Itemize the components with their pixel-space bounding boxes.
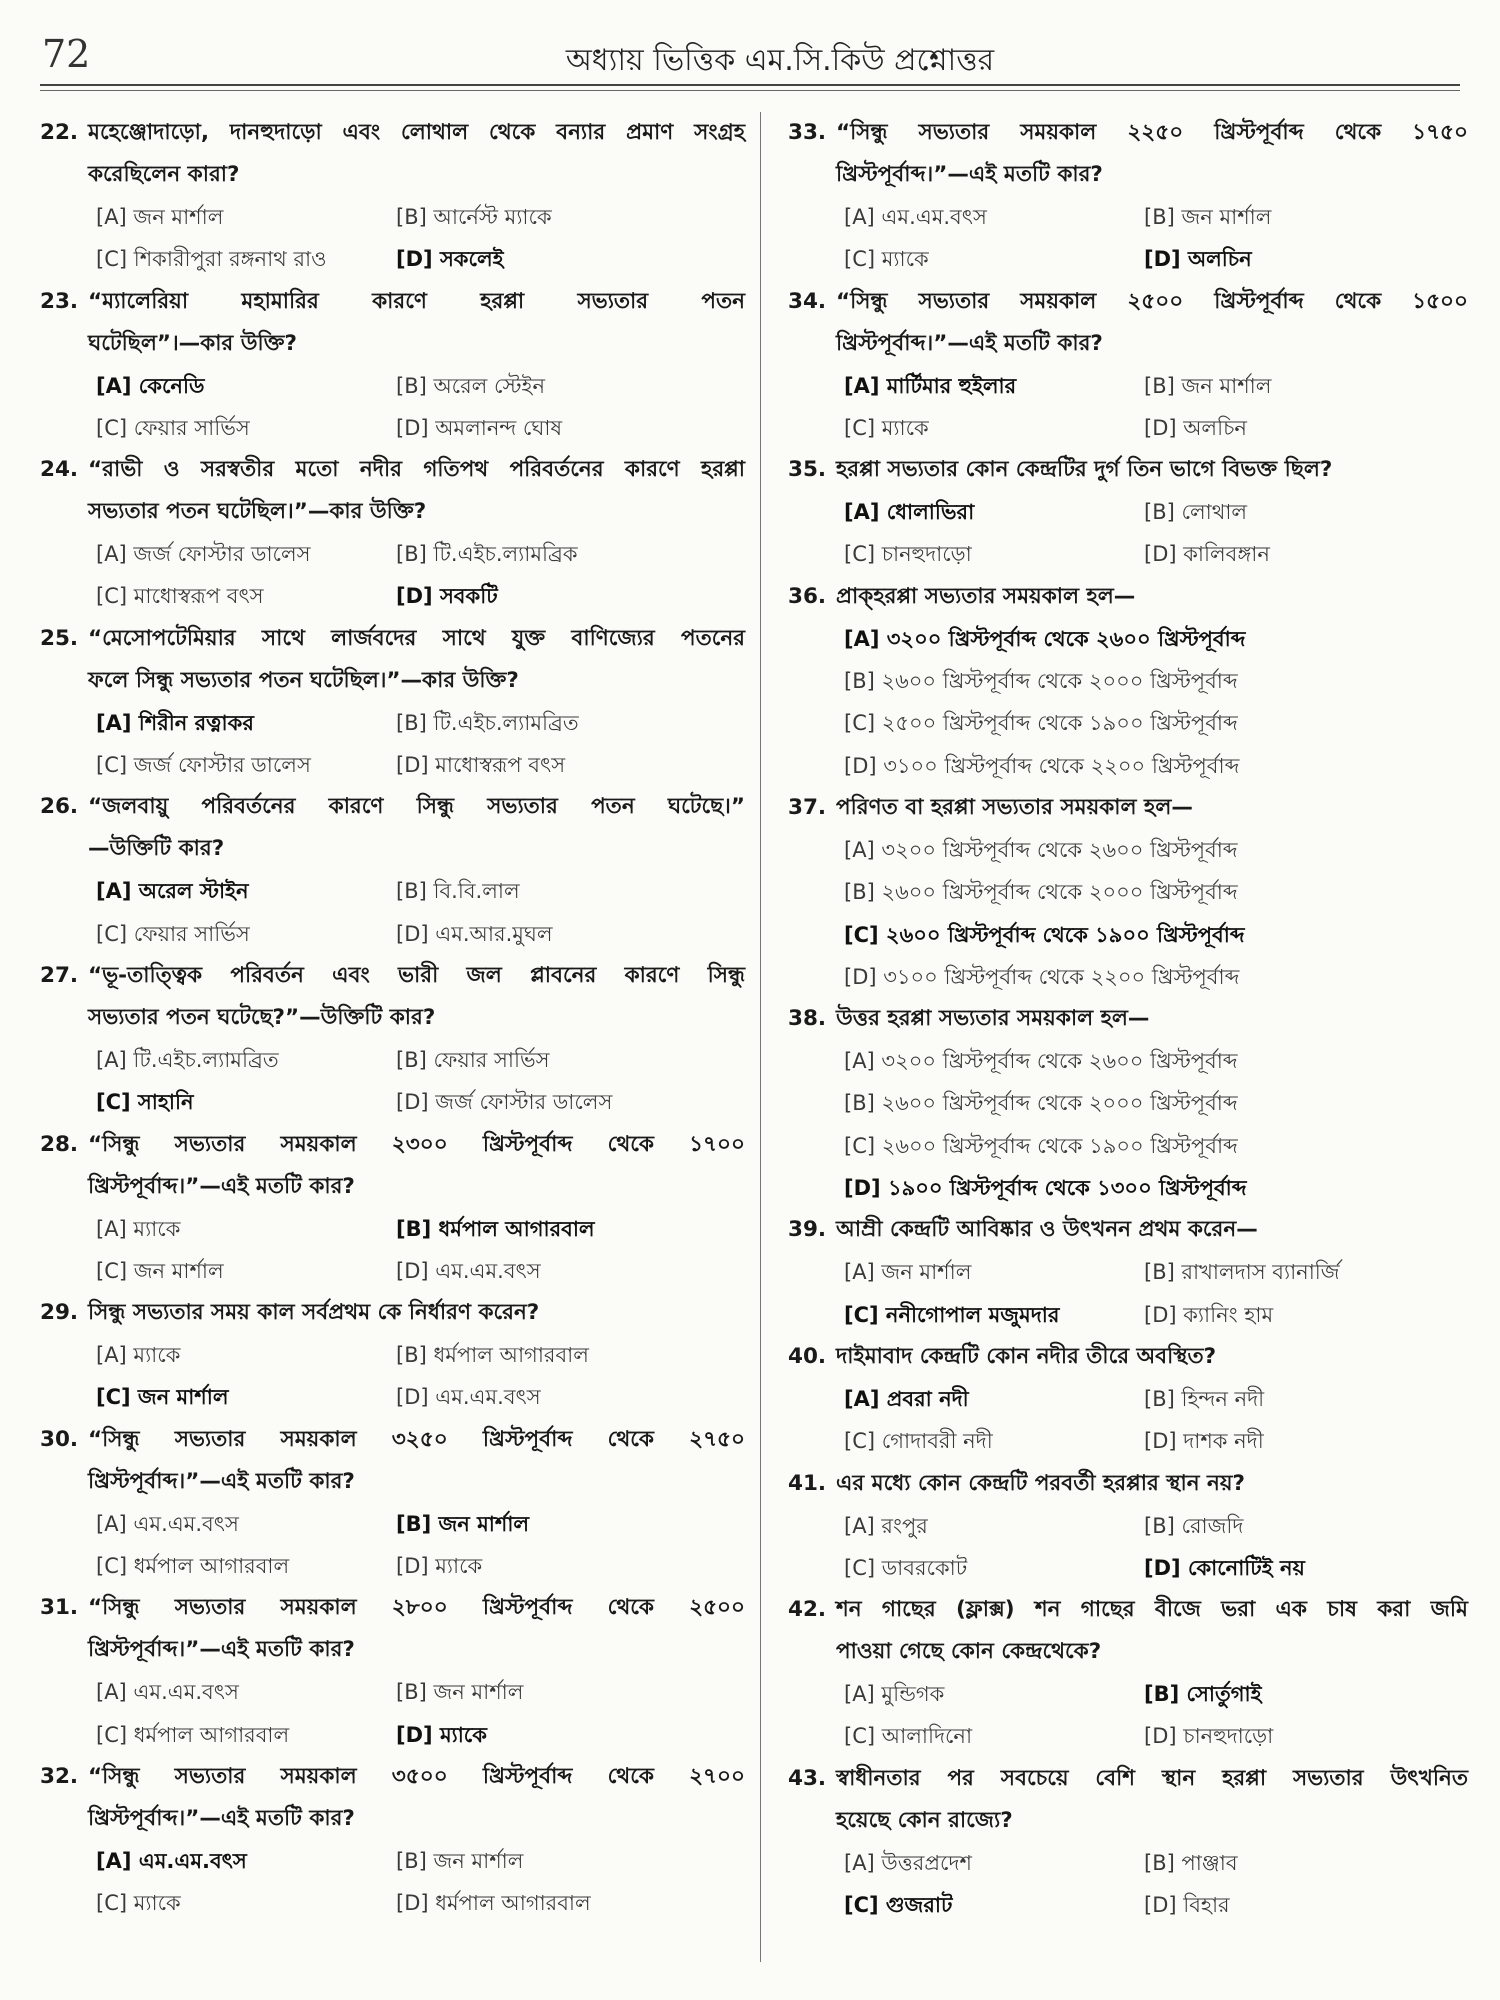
option: [A] জন মার্শাল — [844, 1260, 972, 1285]
option: [B] ২৬০০ খ্রিস্টপূর্বাব্দ থেকে ২০০০ খ্রিস্টপূর্বাব্দ — [844, 669, 1238, 694]
question-text: সিন্ধু সভ্যতার সময় কাল সর্বপ্রথম কে নির্ধারণ করেন? — [88, 1300, 540, 1326]
question-number — [40, 997, 88, 1039]
question-number: 38. — [788, 1006, 827, 1032]
option: [D] এম.এম.বৎস — [396, 1258, 541, 1283]
question-number: 33. — [788, 120, 827, 145]
question-24 — [40, 449, 745, 618]
question-line — [788, 576, 1468, 618]
answer-option: [D] ১৯০০ খ্রিস্টপূর্বাব্দ থেকে ১৩০০ খ্রিস্টপূর্বাব্দ — [844, 1176, 1247, 1201]
question-text: আম্রী কেন্দ্রটি আবিষ্কার ও উৎখনন প্রথম করেন— — [836, 1217, 1258, 1243]
question-text: হরপ্পা সভ্যতার কোন কেন্দ্রটির দুর্গ তিন ভাগে বিভক্ত ছিল? — [836, 457, 1333, 483]
question-number: 24. — [40, 457, 79, 483]
question-number: 23. — [40, 288, 79, 314]
question-29 — [40, 1292, 745, 1419]
options-grid — [788, 1251, 1468, 1336]
option: [B] বি.বি.লাল — [396, 879, 520, 904]
question-text: দাইমাবাদ কেন্দ্রটি কোন নদীর তীরে অবস্থিত? — [836, 1343, 1217, 1369]
option: [C] চানহুদাড়ো — [844, 542, 972, 567]
question-text: সভ্যতার পতন ঘটেছিল।”—কার উক্তি? — [88, 499, 427, 525]
option: [D] অমলানন্দ ঘোষ — [396, 415, 563, 440]
option: [B] অরেল স্টেইন — [396, 373, 546, 398]
option: [D] দাশক নদী — [1144, 1429, 1264, 1454]
question-39 — [788, 1209, 1468, 1336]
answer-option: [A] ৩২০০ খ্রিস্টপূর্বাব্দ থেকে ২৬০০ খ্রিস্টপূর্বাব্দ — [844, 626, 1246, 651]
option: [A] রংপুর — [844, 1513, 928, 1538]
answer-option: [D] অলচিন — [1144, 247, 1252, 272]
question-number — [40, 323, 88, 365]
question-text: ফলে সিন্ধু সভ্যতার পতন ঘটেছিল।”—কার উক্তি? — [88, 667, 519, 693]
question-text: “সিন্ধু সভ্যতার সময়কাল ২৩০০ খ্রিস্টপূর্বাব্দ থেকে ১৭০০ — [88, 1131, 745, 1157]
column-divider — [760, 112, 761, 1962]
question-26 — [40, 786, 745, 955]
option: [C] গোদাবরী নদী — [844, 1429, 993, 1454]
question-number: 40. — [788, 1343, 827, 1369]
option: [D] এম.আর.মুঘল — [396, 921, 553, 946]
question-line — [40, 1419, 745, 1461]
option: [B] ২৬০০ খ্রিস্টপূর্বাব্দ থেকে ২০০০ খ্রিস্টপূর্বাব্দ — [844, 1091, 1238, 1116]
question-line — [788, 787, 1468, 829]
option: [B] রাখালদাস ব্যানার্জি — [1144, 1260, 1340, 1285]
question-text: খ্রিস্টপূর্বাব্দ।”—এই মতটি কার? — [836, 162, 1103, 187]
option: [B] জন মার্শাল — [1144, 373, 1272, 398]
question-line — [40, 491, 745, 533]
question-line — [40, 828, 745, 870]
option: [B] লোথাল — [1144, 500, 1248, 525]
question-text: “মেসোপটেমিয়ার সাথে লার্জবদের সাথে যুক্ত বাণিজ্যের পতনের — [88, 625, 745, 651]
question-text: “সিন্ধু সভ্যতার সময়কাল ২৫০০ খ্রিস্টপূর্বাব্দ থেকে ১৫০০ — [836, 288, 1468, 314]
question-line — [40, 1629, 745, 1671]
question-line — [788, 154, 1468, 196]
options-grid — [788, 196, 1468, 281]
option: [A] এম.এম.বৎস — [96, 1511, 239, 1536]
question-number — [788, 154, 836, 196]
question-line — [788, 112, 1468, 154]
question-number — [788, 323, 836, 365]
answer-option: [C] ২৬০০ খ্রিস্টপূর্বাব্দ থেকে ১৯০০ খ্রিস্টপূর্বাব্দ — [844, 922, 1245, 947]
question-text: ঘটেছিল”।—কার উক্তি? — [88, 330, 297, 356]
answer-option: [B] সোর্তুগাই — [1144, 1682, 1262, 1707]
question-line — [40, 1124, 745, 1166]
options-grid — [40, 1334, 745, 1419]
options-grid — [788, 1040, 1468, 1209]
option: [C] ডাবরকোট — [844, 1555, 968, 1580]
question-text: প্রাক্‌হরপ্পা সভ্যতার সময়কাল হল— — [836, 583, 1136, 609]
option: [D] এম.এম.বৎস — [396, 1385, 541, 1410]
question-text: উত্তর হরপ্পা সভ্যতার সময়কাল হল— — [836, 1006, 1150, 1032]
answer-option: [A] অরেল স্টাইন — [96, 879, 249, 904]
page-header — [40, 26, 1460, 82]
question-line — [788, 998, 1468, 1040]
options-grid — [788, 1505, 1468, 1590]
question-line — [788, 1631, 1468, 1673]
options-grid — [40, 533, 745, 618]
options-grid — [40, 1503, 745, 1588]
question-line — [40, 997, 745, 1039]
option: [B] টি.এইচ.ল্যামব্রিত — [396, 710, 579, 735]
question-number: 41. — [788, 1470, 827, 1496]
option: [A] মুন্ডিগক — [844, 1682, 945, 1707]
question-32 — [40, 1756, 745, 1925]
options-grid — [40, 196, 745, 281]
question-33 — [788, 112, 1468, 281]
question-number: 31. — [40, 1595, 79, 1621]
answer-option: [D] সকলেই — [396, 247, 504, 272]
question-34 — [788, 281, 1468, 450]
option: [D] ধর্মপাল আগারবাল — [396, 1891, 591, 1916]
question-number: 39. — [788, 1217, 827, 1243]
question-line — [40, 1166, 745, 1208]
question-28 — [40, 1124, 745, 1293]
question-text: মহেঞ্জোদাড়ো, দানহুদাড়ো এবং লোথাল থেকে বন্যার প্রমাণ সংগ্রহ — [88, 120, 745, 145]
question-41 — [788, 1463, 1468, 1590]
option: [B] টি.এইচ.ল্যামব্রিক — [396, 542, 578, 567]
question-line — [40, 618, 745, 660]
option: [C] ম্যাকে — [844, 247, 929, 272]
question-text: “সিন্ধু সভ্যতার সময়কাল ২৮০০ খ্রিস্টপূর্বাব্দ থেকে ২৫০০ — [88, 1595, 745, 1621]
answer-option: [C] ননীগোপাল মজুমদার — [844, 1302, 1060, 1327]
header-rule — [40, 84, 1460, 86]
option: [D] ক্যানিং হাম — [1144, 1302, 1274, 1327]
question-text: হয়েছে কোন রাজ্যে? — [836, 1807, 1013, 1833]
question-text: শন গাছের (ফ্লাক্স) শন গাছের বীজে ভরা এক চাষ করা জমি — [836, 1597, 1468, 1623]
question-line — [40, 323, 745, 365]
options-grid — [788, 829, 1468, 998]
options-grid — [40, 365, 745, 450]
options-grid — [788, 491, 1468, 576]
question-line — [788, 449, 1468, 491]
question-22 — [40, 112, 745, 281]
answer-option: [C] সাহানি — [96, 1090, 194, 1115]
answer-option: [D] কোনোটিই নয় — [1144, 1555, 1305, 1580]
question-36 — [788, 576, 1468, 787]
question-27 — [40, 955, 745, 1124]
option: [B] আর্নেস্ট ম্যাকে — [396, 205, 552, 229]
options-grid — [40, 1208, 745, 1293]
option: [A] জর্জ ফোস্টার ডালেস — [96, 542, 311, 567]
option: [B] জন মার্শাল — [396, 1848, 524, 1873]
question-text: খ্রিস্টপূর্বাব্দ।”—এই মতটি কার? — [836, 330, 1103, 356]
question-number — [40, 491, 88, 533]
question-line — [40, 449, 745, 491]
answer-option: [C] জন মার্শাল — [96, 1385, 229, 1410]
option: [A] উত্তরপ্রদেশ — [844, 1850, 972, 1875]
option: [B] জন মার্শাল — [396, 1680, 524, 1705]
option: [A] ৩২০০ খ্রিস্টপূর্বাব্দ থেকে ২৬০০ খ্রিস্টপূর্বাব্দ — [844, 837, 1238, 862]
option: [C] মাধোস্বরূপ বৎস — [96, 584, 264, 609]
option: [D] অলচিন — [1144, 415, 1247, 440]
options-grid — [788, 1673, 1468, 1758]
options-grid — [788, 1378, 1468, 1463]
question-number: 27. — [40, 962, 79, 988]
question-number — [40, 1798, 88, 1840]
option: [C] ২৬০০ খ্রিস্টপূর্বাব্দ থেকে ১৯০০ খ্রিস্টপূর্বাব্দ — [844, 1133, 1238, 1158]
option: [B] ধর্মপাল আগারবাল — [396, 1343, 589, 1368]
question-line — [40, 1587, 745, 1629]
answer-option: [A] কেনেডি — [96, 373, 205, 398]
question-text: পাওয়া গেছে কোন কেন্দ্রথেকে? — [836, 1639, 1102, 1665]
question-line — [40, 281, 745, 323]
question-line — [40, 786, 745, 828]
question-number — [788, 1631, 836, 1673]
question-line — [40, 955, 745, 997]
question-number: 30. — [40, 1426, 79, 1452]
question-text: খ্রিস্টপূর্বাব্দ।”—এই মতটি কার? — [88, 1637, 355, 1663]
question-number — [40, 660, 88, 702]
question-text: —উক্তিটি কার? — [88, 836, 225, 862]
question-text: “সিন্ধু সভ্যতার সময়কাল ৩২৫০ খ্রিস্টপূর্বাব্দ থেকে ২৭৫০ — [88, 1426, 745, 1452]
question-text: খ্রিস্টপূর্বাব্দ।”—এই মতটি কার? — [88, 1173, 355, 1199]
question-37 — [788, 787, 1468, 998]
answer-option: [A] ধোলাভিরা — [844, 500, 975, 525]
answer-option: [A] প্রবরা নদী — [844, 1386, 969, 1411]
question-line — [788, 1758, 1468, 1800]
question-text: “জলবায়ু পরিবর্তনের কারণে সিন্ধু সভ্যতার পতন ঘটেছে।” — [88, 794, 745, 820]
question-line — [788, 1800, 1468, 1842]
question-text: সভ্যতার পতন ঘটেছে?”—উক্তিটি কার? — [88, 1004, 436, 1030]
options-grid — [788, 618, 1468, 787]
question-text: এর মধ্যে কোন কেন্দ্রটি পরবর্তী হরপ্পার স্থান নয়? — [836, 1470, 1246, 1496]
question-text: “রাভী ও সরস্বতীর মতো নদীর গতিপথ পরিবর্তনের কারণে হরপ্পা — [88, 457, 745, 483]
answer-option: [B] জন মার্শাল — [396, 1511, 530, 1536]
question-line — [788, 323, 1468, 365]
question-number: 43. — [788, 1765, 827, 1791]
question-line — [40, 660, 745, 702]
question-number — [40, 154, 88, 196]
answer-option: [A] এম.এম.বৎস — [96, 1848, 247, 1873]
answer-option: [B] ধর্মপাল আগারবাল — [396, 1216, 595, 1241]
question-line — [40, 154, 745, 196]
question-text: স্বাধীনতার পর সবচেয়ে বেশি স্থান হরপ্পা সভ্যতার উৎখনিত — [836, 1765, 1468, 1791]
question-line — [40, 1292, 745, 1334]
options-grid — [788, 1842, 1468, 1927]
options-grid — [40, 1039, 745, 1124]
answer-option: [D] সবকটি — [396, 584, 498, 609]
question-text: খ্রিস্টপূর্বাব্দ।”—এই মতটি কার? — [88, 1805, 355, 1831]
question-text: “ভূ-তাত্ত্বিক পরিবর্তন এবং ভারী জল প্লাবনের কারণে সিন্ধু — [88, 962, 745, 988]
question-number: 32. — [40, 1763, 79, 1789]
option: [A] জন মার্শাল — [96, 205, 224, 229]
question-25 — [40, 618, 745, 787]
question-text: পরিণত বা হরপ্পা সভ্যতার সময়কাল হল— — [836, 794, 1193, 820]
options-grid — [40, 870, 745, 955]
question-line — [788, 1336, 1468, 1378]
option: [B] জন মার্শাল — [1144, 205, 1272, 229]
option: [B] হিন্দন নদী — [1144, 1386, 1265, 1411]
option: [A] টি.এইচ.ল্যামব্রিত — [96, 1047, 279, 1072]
header-rule-thin — [40, 90, 1460, 91]
question-number: 26. — [40, 794, 79, 820]
left-column — [40, 112, 745, 1925]
option: [B] ২৬০০ খ্রিস্টপূর্বাব্দ থেকে ২০০০ খ্রিস্টপূর্বাব্দ — [844, 880, 1238, 905]
question-number: 29. — [40, 1300, 79, 1326]
question-number: 25. — [40, 625, 79, 651]
question-35 — [788, 449, 1468, 576]
question-30 — [40, 1419, 745, 1588]
question-number — [40, 828, 88, 870]
options-grid — [40, 1840, 745, 1925]
question-23 — [40, 281, 745, 450]
option: [D] ৩১০০ খ্রিস্টপূর্বাব্দ থেকে ২২০০ খ্রিস্টপূর্বাব্দ — [844, 964, 1240, 989]
option: [C] জন মার্শাল — [96, 1258, 224, 1283]
option: [B] রোজদি — [1144, 1513, 1244, 1538]
question-line — [788, 1209, 1468, 1251]
question-text: “ম্যালেরিয়া মহামারির কারণে হরপ্পা সভ্যতার পতন — [88, 288, 745, 314]
question-number: 28. — [40, 1131, 79, 1157]
question-number: 42. — [788, 1597, 827, 1623]
question-number — [40, 1461, 88, 1503]
answer-option: [A] শিরীন রত্নাকর — [96, 710, 254, 735]
right-column — [788, 112, 1468, 1926]
option: [C] ফেয়ার সার্ভিস — [96, 921, 250, 946]
option: [D] ৩১০০ খ্রিস্টপূর্বাব্দ থেকে ২২০০ খ্রিস্টপূর্বাব্দ — [844, 753, 1240, 778]
option: [C] ধর্মপাল আগারবাল — [96, 1722, 290, 1747]
question-43 — [788, 1758, 1468, 1927]
question-number: 34. — [788, 288, 827, 314]
option: [A] এম.এম.বৎস — [844, 205, 987, 229]
option: [D] জর্জ ফোস্টার ডালেস — [396, 1090, 613, 1115]
question-40 — [788, 1336, 1468, 1463]
option: [D] চানহুদাড়ো — [1144, 1724, 1274, 1749]
question-text: “সিন্ধু সভ্যতার সময়কাল ২২৫০ খ্রিস্টপূর্বাব্দ থেকে ১৭৫০ — [836, 120, 1468, 145]
question-text: “সিন্ধু সভ্যতার সময়কাল ৩৫০০ খ্রিস্টপূর্বাব্দ থেকে ২৭০০ — [88, 1763, 745, 1789]
question-number: 22. — [40, 120, 79, 145]
options-grid — [788, 365, 1468, 450]
option: [D] মাধোস্বরূপ বৎস — [396, 753, 566, 778]
option: [C] ফেয়ার সার্ভিস — [96, 415, 250, 440]
option: [C] আলাদিনো — [844, 1724, 973, 1749]
option: [D] কালিবঙ্গান — [1144, 542, 1270, 567]
options-grid — [40, 702, 745, 787]
question-text: করেছিলেন কারা? — [88, 162, 240, 187]
option: [B] ফেয়ার সার্ভিস — [396, 1047, 550, 1072]
option: [D] বিহার — [1144, 1893, 1230, 1918]
page-title: অধ্যায় ভিত্তিক এম.সি.কিউ প্রশ্নোত্তর — [565, 43, 995, 78]
option: [C] ধর্মপাল আগারবাল — [96, 1554, 290, 1579]
option: [B] পাঞ্জাব — [1144, 1850, 1238, 1875]
answer-option: [C] গুজরাট — [844, 1893, 953, 1918]
option: [A] ম্যাকে — [96, 1216, 181, 1241]
question-line — [788, 1463, 1468, 1505]
option: [A] ৩২০০ খ্রিস্টপূর্বাব্দ থেকে ২৬০০ খ্রিস্টপূর্বাব্দ — [844, 1049, 1238, 1074]
option: [C] ম্যাকে — [96, 1891, 181, 1916]
option: [A] ম্যাকে — [96, 1343, 181, 1368]
question-31 — [40, 1587, 745, 1756]
page-number: 72 — [42, 32, 91, 76]
question-line — [40, 112, 745, 154]
question-line — [40, 1756, 745, 1798]
question-number: 37. — [788, 794, 827, 820]
question-number — [40, 1629, 88, 1671]
option: [D] ম্যাকে — [396, 1554, 483, 1579]
question-line — [40, 1798, 745, 1840]
option: [C] শিকারীপুরা রঙ্গনাথ রাও — [96, 247, 327, 272]
answer-option: [D] ম্যাকে — [396, 1722, 487, 1747]
option: [C] ২৫০০ খ্রিস্টপূর্বাব্দ থেকে ১৯০০ খ্রিস্টপূর্বাব্দ — [844, 711, 1238, 736]
question-38 — [788, 998, 1468, 1209]
question-line — [788, 281, 1468, 323]
answer-option: [A] মার্টিমার হুইলার — [844, 373, 1017, 398]
question-text: খ্রিস্টপূর্বাব্দ।”—এই মতটি কার? — [88, 1468, 355, 1494]
question-42 — [788, 1589, 1468, 1758]
option: [C] ম্যাকে — [844, 415, 929, 440]
question-number: 35. — [788, 457, 827, 483]
option: [A] এম.এম.বৎস — [96, 1680, 239, 1705]
question-number: 36. — [788, 583, 827, 609]
question-number — [40, 1166, 88, 1208]
option: [C] জর্জ ফোস্টার ডালেস — [96, 753, 311, 778]
options-grid — [40, 1671, 745, 1756]
question-number — [788, 1800, 836, 1842]
question-line — [788, 1589, 1468, 1631]
question-line — [40, 1461, 745, 1503]
